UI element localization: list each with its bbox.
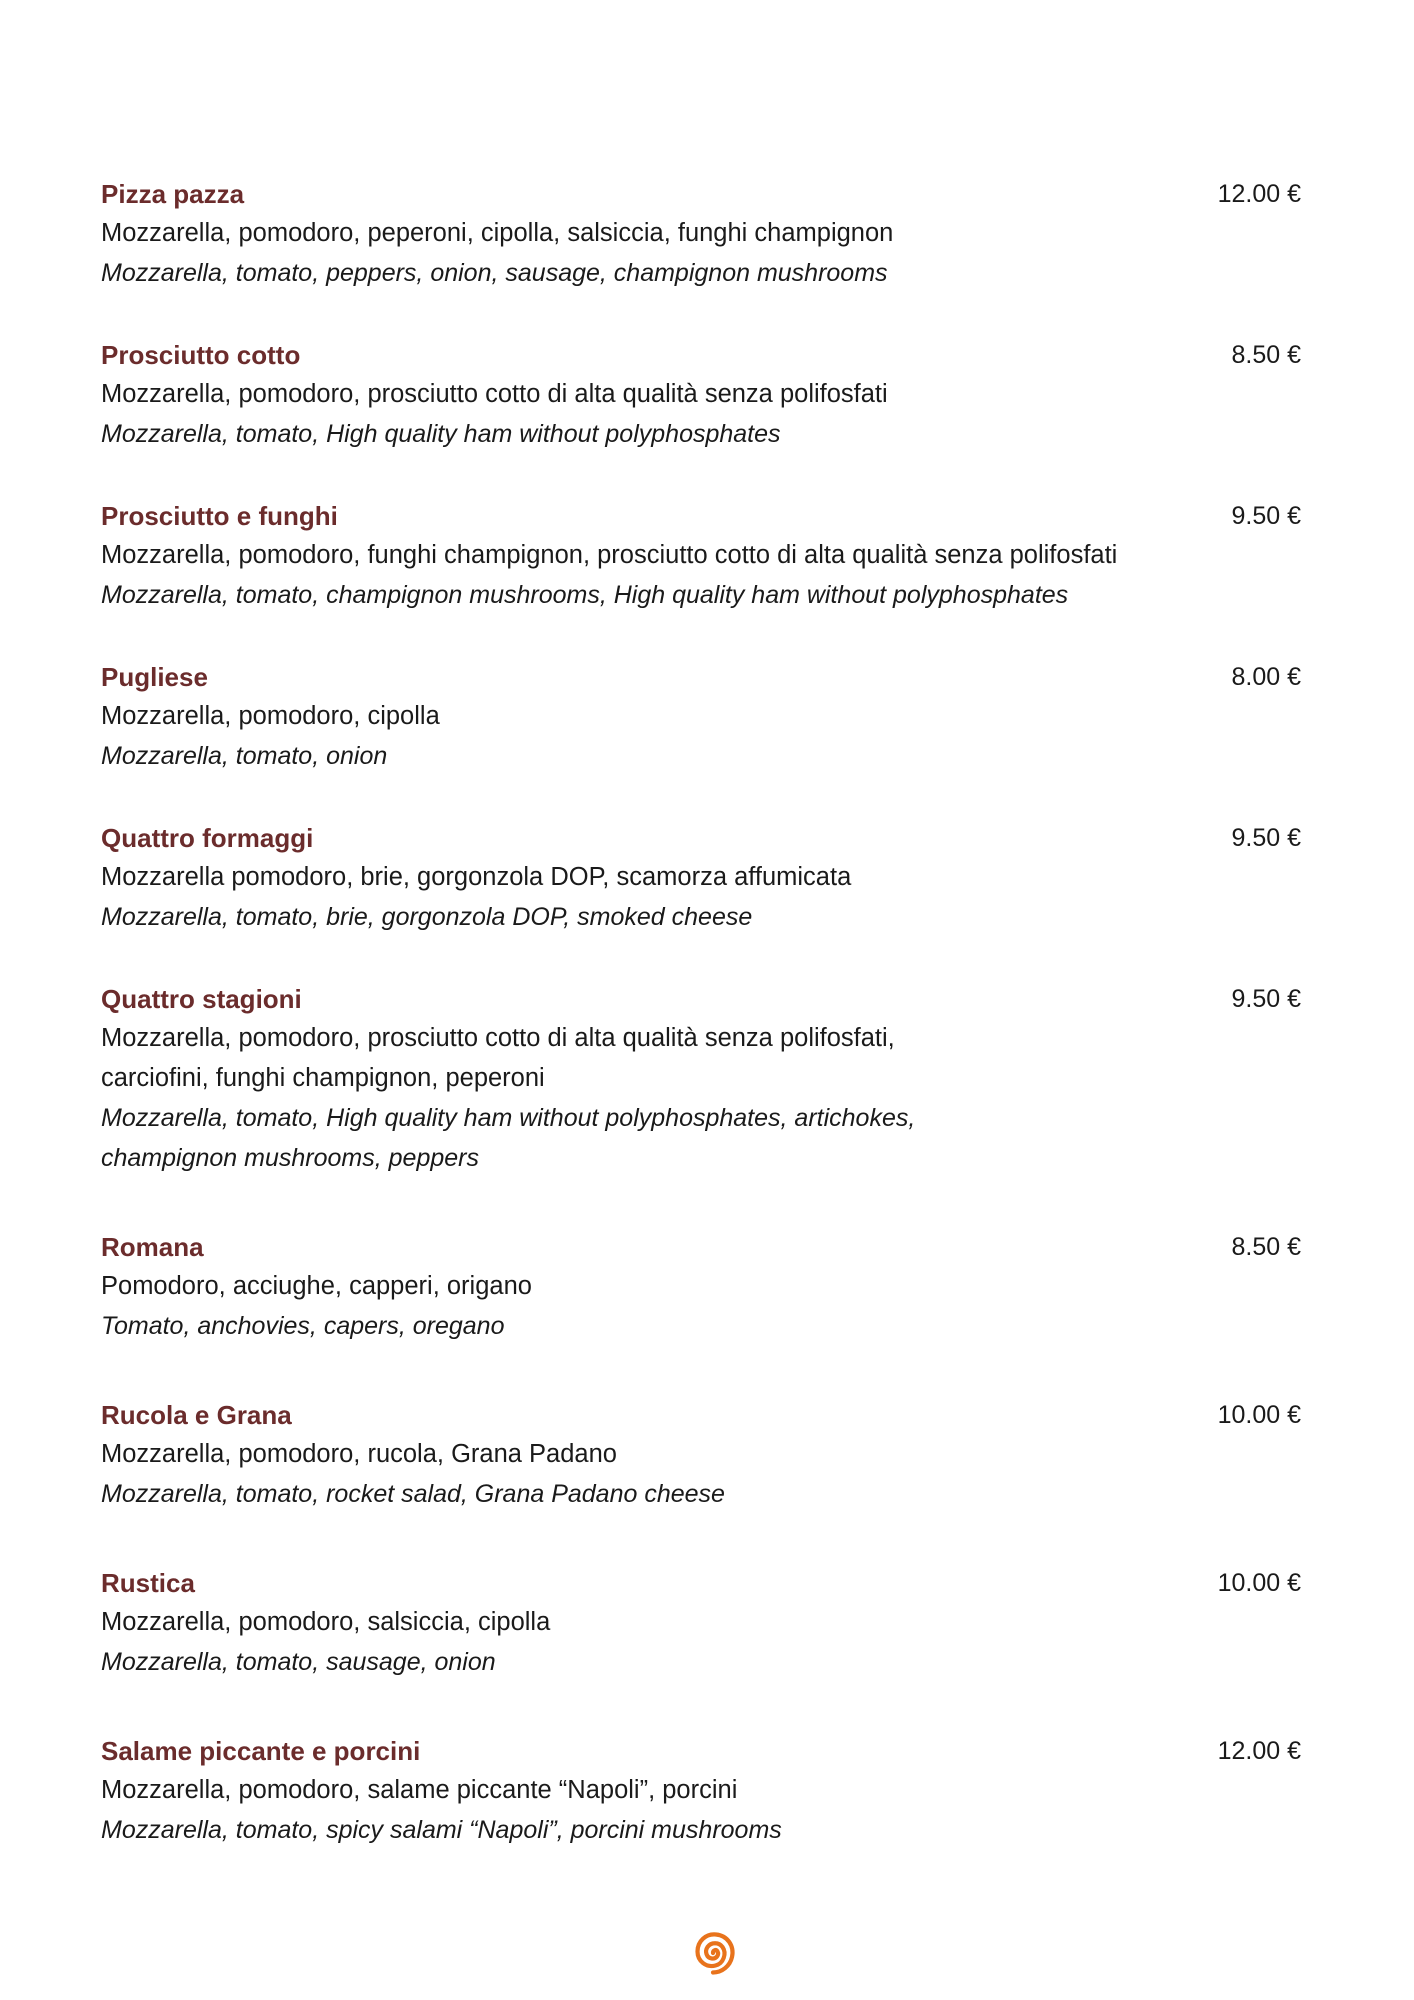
spiral-logo-graphic <box>687 1926 739 1978</box>
item-name: Quattro formaggi <box>101 823 314 853</box>
item-name: Rucola e Grana <box>101 1400 292 1430</box>
item-price: 12.00 € <box>1217 180 1301 208</box>
item-price: 10.00 € <box>1217 1569 1301 1597</box>
item-name: Prosciutto cotto <box>101 340 301 370</box>
item-description-it: Mozzarella, pomodoro, prosciutto cotto di alta qualità senza polifosfati, carciofini, funghi champignon, peperoni <box>101 1024 895 1092</box>
menu-item-salame-piccante-e-porcini <box>101 1732 1301 1850</box>
item-price: 10.00 € <box>1217 1401 1301 1429</box>
item-price: 9.50 € <box>1231 985 1301 1013</box>
item-price: 9.50 € <box>1231 824 1301 852</box>
item-description-it: Mozzarella, pomodoro, peperoni, cipolla, salsiccia, funghi champignon <box>101 219 894 247</box>
item-price: 8.50 € <box>1231 341 1301 369</box>
menu-item-pugliese <box>101 658 1301 776</box>
item-description-it: Mozzarella, pomodoro, rucola, Grana Padano <box>101 1440 617 1468</box>
item-description-en: Mozzarella, tomato, brie, gorgonzola DOP, smoked cheese <box>101 903 753 931</box>
pizza-menu <box>101 175 1301 1893</box>
menu-item-rustica <box>101 1564 1301 1682</box>
item-name: Pugliese <box>101 662 208 692</box>
item-description-en: Tomato, anchovies, capers, oregano <box>101 1312 505 1340</box>
item-name: Pizza pazza <box>101 179 245 209</box>
item-description-it: Mozzarella, pomodoro, prosciutto cotto di alta qualità senza polifosfati <box>101 380 888 408</box>
item-price: 8.50 € <box>1231 1233 1301 1261</box>
item-name: Prosciutto e funghi <box>101 501 338 531</box>
item-description-en: Mozzarella, tomato, rocket salad, Grana Padano cheese <box>101 1480 725 1508</box>
item-description-it: Mozzarella, pomodoro, salame piccante “Napoli”, porcini <box>101 1776 738 1804</box>
item-description-en: Mozzarella, tomato, High quality ham without polyphosphates, artichokes, champignon mushrooms, peppers <box>101 1104 916 1172</box>
item-name: Rustica <box>101 1568 195 1598</box>
item-price: 8.00 € <box>1231 663 1301 691</box>
item-description-it: Mozzarella pomodoro, brie, gorgonzola DOP, scamorza affumicata <box>101 863 852 891</box>
item-description-en: Mozzarella, tomato, High quality ham without polyphosphates <box>101 420 781 448</box>
item-description-en: Mozzarella, tomato, onion <box>101 742 388 770</box>
item-description-en: Mozzarella, tomato, sausage, onion <box>101 1648 496 1676</box>
item-price: 9.50 € <box>1231 502 1301 530</box>
menu-item-prosciutto-cotto <box>101 336 1301 454</box>
menu-item-quattro-formaggi <box>101 819 1301 937</box>
item-description-it: Mozzarella, pomodoro, salsiccia, cipolla <box>101 1608 551 1636</box>
item-name: Romana <box>101 1232 204 1262</box>
item-description-it: Pomodoro, acciughe, capperi, origano <box>101 1272 532 1300</box>
item-description-it: Mozzarella, pomodoro, funghi champignon, prosciutto cotto di alta qualità senza polifosfati <box>101 541 1118 569</box>
item-price: 12.00 € <box>1217 1737 1301 1765</box>
orange-spiral-icon <box>687 1926 739 1978</box>
menu-item-romana <box>101 1228 1301 1346</box>
item-name: Salame piccante e porcini <box>101 1736 421 1766</box>
item-description-en: Mozzarella, tomato, peppers, onion, sausage, champignon mushrooms <box>101 259 888 287</box>
menu-item-rucola-e-grana <box>101 1396 1301 1514</box>
menu-item-prosciutto-e-funghi <box>101 497 1301 615</box>
item-description-en: Mozzarella, tomato, spicy salami “Napoli”, porcini mushrooms <box>101 1816 782 1844</box>
menu-item-quattro-stagioni <box>101 980 1301 1178</box>
menu-item-pizza-pazza <box>101 175 1301 293</box>
item-description-it: Mozzarella, pomodoro, cipolla <box>101 702 440 730</box>
item-name: Quattro stagioni <box>101 984 302 1014</box>
item-description-en: Mozzarella, tomato, champignon mushrooms, High quality ham without polyphosphates <box>101 581 1069 609</box>
